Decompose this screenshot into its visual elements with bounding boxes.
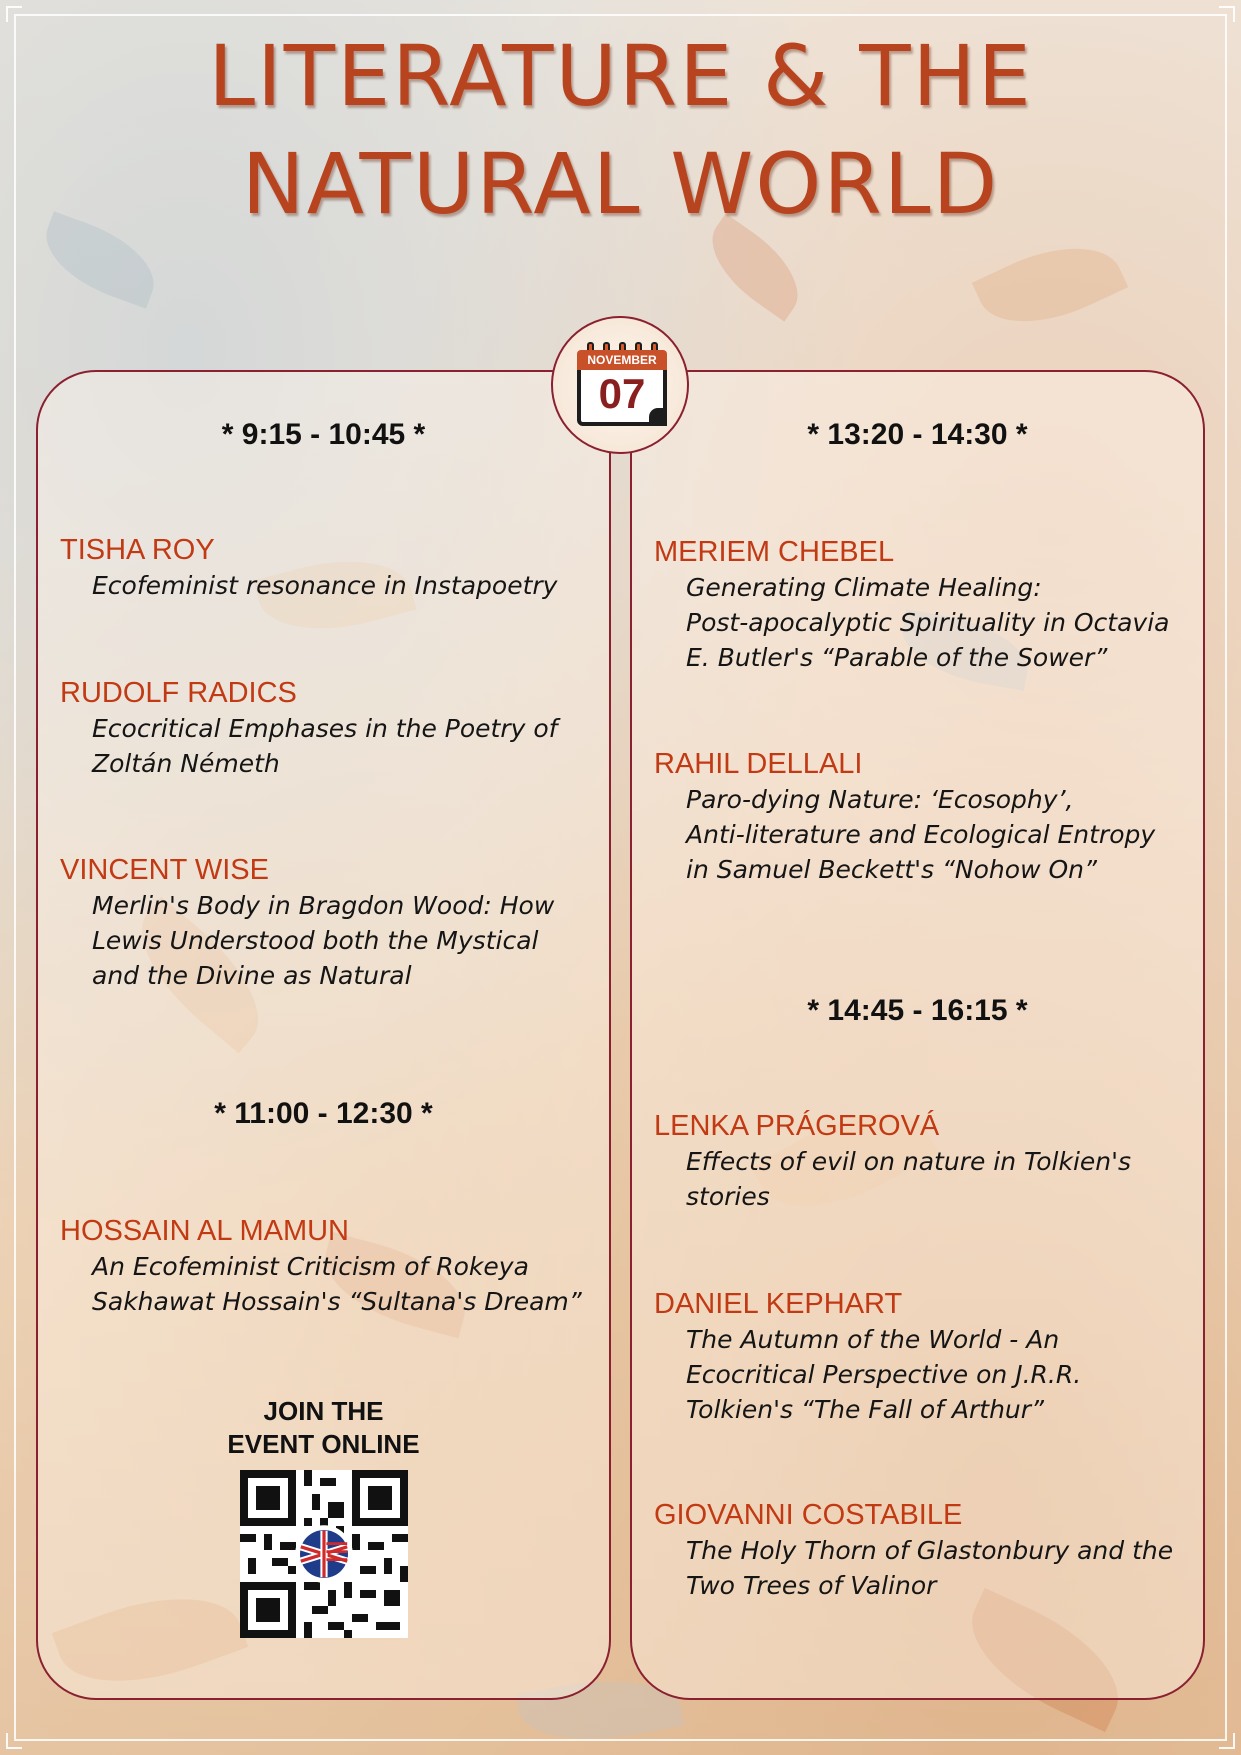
talk-title [60,568,620,603]
talk-title [654,570,1214,675]
talk-title-line: and the Divine as Natural [92,961,412,990]
calendar-day: 07 [598,370,646,417]
talk-title-line: The Autumn of the World - An [686,1325,1060,1354]
talk-title-line: Anti-literature and Ecological Entropy [686,820,1156,849]
talk-title-line: Ecocritical Perspective on J.R.R. [686,1360,1082,1389]
calendar-icon [577,350,667,426]
frame-corner [6,6,22,22]
talk-title-line: Ecofeminist resonance in Instapoetry [92,571,558,600]
talk-title-line: Generating Climate Healing: [686,573,1042,602]
time-slot-heading: * 11:00 - 12:30 * [214,1097,433,1130]
title-line-2: NATURAL WORLD [241,135,1000,233]
frame-corner [6,1733,22,1749]
calendar-month: NOVEMBER [577,350,667,370]
talk-title [60,711,620,781]
talk-title-line: Tolkien's “The Fall of Arthur” [686,1395,1044,1424]
talk-title [60,888,620,993]
speaker-name: GIOVANNI COSTABILE [654,1499,963,1531]
talk-entry [654,534,1214,675]
talk-entry [60,852,620,993]
talk-title-line: Effects of evil on nature in Tolkien's [686,1147,1132,1176]
talk-title-line: Lewis Understood both the Mystical [92,926,539,955]
talk-title-line: stories [686,1182,770,1211]
talk-title-line: Two Trees of Valinor [686,1571,937,1600]
speaker-name: DANIEL KEPHART [654,1288,903,1320]
join-line: JOIN THE [263,1396,384,1426]
talk-title-line: Zoltán Németh [92,749,280,778]
speaker-name: HOSSAIN AL MAMUN [60,1215,349,1247]
talk-title-line: Merlin's Body in Bragdon Wood: How [92,891,555,920]
speaker-name: RUDOLF RADICS [60,677,297,709]
speaker-name: MERIEM CHEBEL [654,536,895,568]
talk-title [654,1322,1214,1427]
talk-title [60,1249,620,1319]
frame-corner [1219,6,1235,22]
talk-title-line: Ecocritical Emphases in the Poetry of [92,714,558,743]
talk-entry [654,1108,1214,1214]
talk-title-line: in Samuel Beckett's “Nohow On” [686,855,1097,884]
talk-title-line: Sakhawat Hossain's “Sultana's Dream” [92,1287,582,1316]
qr-code-icon [240,1470,408,1638]
talk-title-line: E. Butler's “Parable of the Sower” [686,643,1108,672]
talk-entry [654,1497,1214,1603]
join-online-label [36,1395,611,1461]
time-slot-heading: * 13:20 - 14:30 * [807,418,1028,451]
page-title [0,22,1241,238]
talk-title [654,1533,1214,1603]
talk-entry [60,1213,620,1319]
talk-title-line: An Ecofeminist Criticism of Rokeya [92,1252,529,1281]
talk-title-line: Paro-dying Nature: ‘Ecosophy’, [686,785,1074,814]
talk-entry [654,746,1214,887]
time-slot-heading: * 9:15 - 10:45 * [221,418,426,451]
talk-title-line: Post-apocalyptic Spirituality in Octavia [686,608,1170,637]
speaker-name: LENKA PRÁGEROVÁ [654,1110,940,1142]
speaker-name: RAHIL DELLALI [654,748,863,780]
frame-corner [1219,1733,1235,1749]
title-line-1: LITERATURE & THE [208,27,1033,125]
talk-entry [60,675,620,781]
speaker-name: VINCENT WISE [60,854,269,886]
speaker-name: TISHA ROY [60,534,215,566]
talk-title [654,782,1214,887]
time-slot-heading: * 14:45 - 16:15 * [807,994,1028,1027]
join-line: EVENT ONLINE [227,1429,420,1459]
talk-entry [60,532,620,603]
event-qr-code[interactable] [240,1470,408,1638]
talk-entry [654,1286,1214,1427]
talk-title [654,1144,1214,1214]
talk-title-line: The Holy Thorn of Glastonbury and the [686,1536,1174,1565]
